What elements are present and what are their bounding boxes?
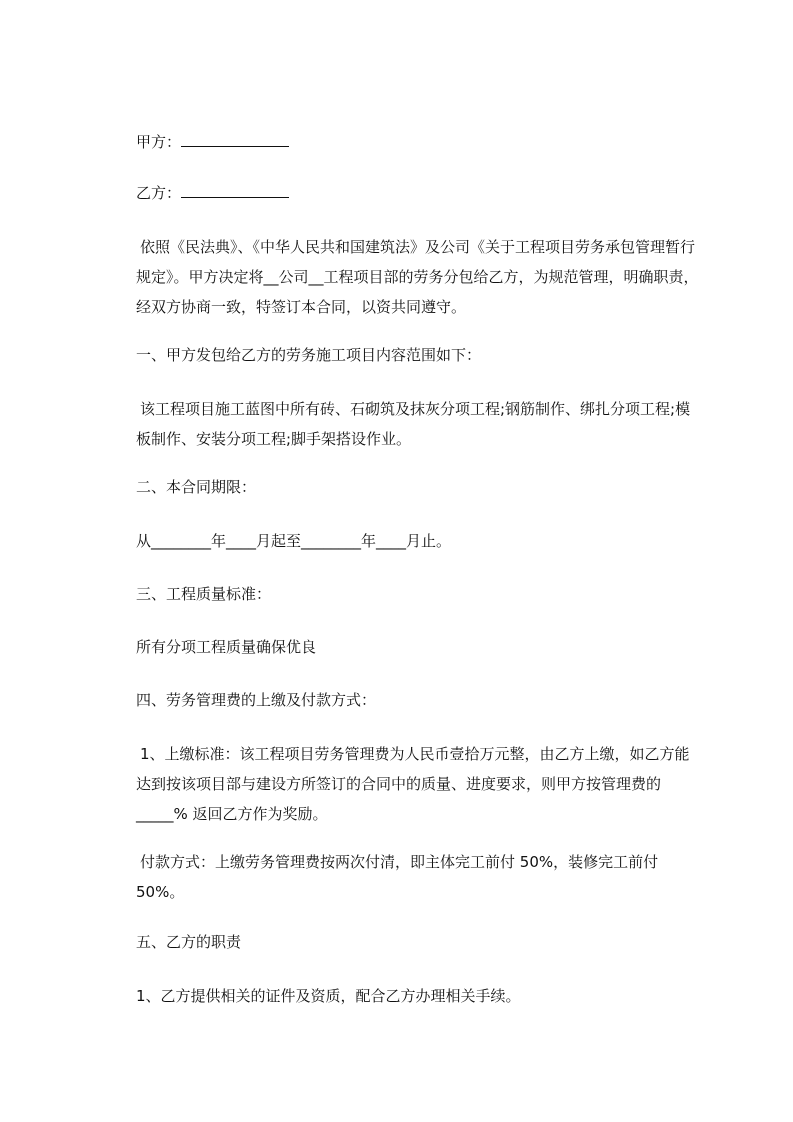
section-1-body: 该工程项目施工蓝图中所有砖、石砌筑及抹灰分项工程;钢筋制作、绑扎分项工程;模板制作、安装分项工程;脚手架搭设作业。 [136,400,691,448]
section-5-heading: 五、乙方的职责 [136,933,242,951]
section-2-body: 从________年____月起至________年____月止。 [136,532,452,550]
intro-paragraph: 依照《民法典》、《中华人民共和国建筑法》及公司《关于工程项目劳务承包管理暂行规定》。甲方决定将__公司__工程项目部的劳务分包给乙方，为规范管理，明确职责，经双方协商一致，特签订本合同，以资共同遵守。 [136,238,699,316]
party-b-line [136,178,701,208]
section-2-heading: 二、本合同期限： [136,478,257,496]
section-4-item-1: 1、上缴标准：该工程项目劳务管理费为人民币壹拾万元整，由乙方上缴，如乙方能达到按该项目部与建设方所签订的合同中的质量、进度要求，则甲方按管理费的_____% 返回乙方作为奖励。 [136,745,690,823]
section-5-item-1: 1、乙方提供相关的证件及资质，配合乙方办理相关手续。 [136,987,521,1005]
section-3-heading: 三、工程质量标准： [136,585,272,603]
party-a-line [136,127,701,157]
section-3-body: 所有分项工程质量确保优良 [136,638,317,656]
party-b-label: 乙方： [136,184,182,202]
party-a-blank [181,132,289,147]
party-b-blank [181,183,289,198]
party-a-label: 甲方： [136,133,182,151]
section-4-heading: 四、劳务管理费的上缴及付款方式： [136,691,377,709]
section-4-payment: 付款方式：上缴劳务管理费按两次付清，即主体完工前付 50%，装修完工前付 50%。 [136,853,659,901]
section-1-heading: 一、甲方发包给乙方的劳务施工项目内容范围如下： [136,346,482,364]
